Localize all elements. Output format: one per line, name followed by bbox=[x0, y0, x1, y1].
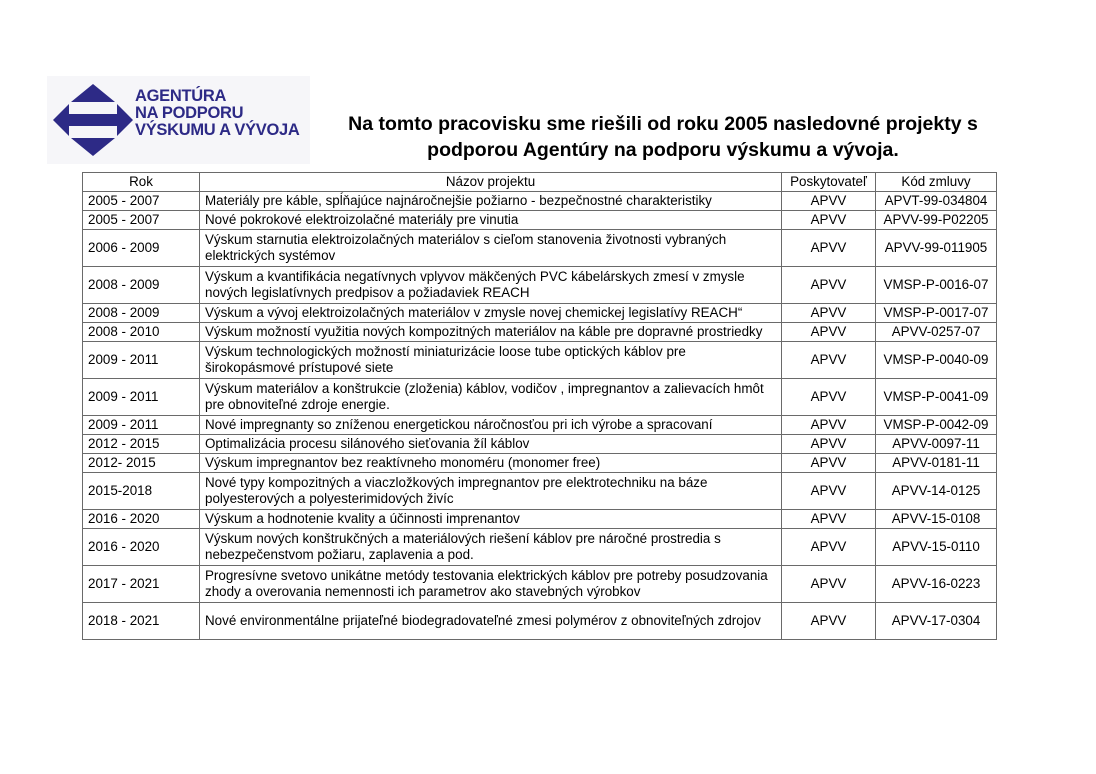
header-poskytovatel: Poskytovateľ bbox=[782, 173, 876, 192]
cell-rok: 2016 - 2020 bbox=[83, 510, 200, 529]
table-row bbox=[83, 323, 997, 342]
cell-rok: 2009 - 2011 bbox=[83, 342, 200, 379]
table-row bbox=[83, 510, 997, 529]
table-header-row bbox=[83, 173, 997, 192]
cell-kod: APVV-15-0110 bbox=[876, 529, 997, 566]
table-row bbox=[83, 529, 997, 566]
cell-nazov: Nové typy kompozitných a viaczložkových impregnantov pre elektrotechniku na báze polyesterových a polyesterimidových živíc bbox=[200, 473, 782, 510]
cell-kod: VMSP-P-0041-09 bbox=[876, 379, 997, 416]
table-row bbox=[83, 304, 997, 323]
agency-logo-emblem-icon bbox=[53, 84, 133, 156]
cell-nazov: Výskum a hodnotenie kvality a účinnosti imprenantov bbox=[200, 510, 782, 529]
cell-kod: APVV-14-0125 bbox=[876, 473, 997, 510]
logo-line-2: NA PODPORU bbox=[135, 104, 244, 122]
table-row bbox=[83, 211, 997, 230]
cell-nazov: Nové environmentálne prijateľné biodegradovateľné zmesi polymérov z obnoviteľných zdrojov bbox=[200, 603, 782, 640]
agency-logo-text bbox=[135, 88, 300, 139]
logo-line-1: AGENTÚRA bbox=[135, 87, 227, 105]
header-nazov-projektu: Názov projektu bbox=[200, 173, 782, 192]
table-row bbox=[83, 267, 997, 304]
cell-kod: APVV-0181-11 bbox=[876, 454, 997, 473]
table-row bbox=[83, 379, 997, 416]
logo-line-3: VÝSKUMU A VÝVOJA bbox=[135, 121, 300, 139]
cell-poskytovatel: APVV bbox=[782, 435, 876, 454]
cell-kod: APVV-17-0304 bbox=[876, 603, 997, 640]
cell-rok: 2017 - 2021 bbox=[83, 566, 200, 603]
cell-nazov: Materiály pre káble, spĺňajúce najnáročnejšie požiarno - bezpečnostné charakteristiky bbox=[200, 192, 782, 211]
cell-poskytovatel: APVV bbox=[782, 267, 876, 304]
cell-poskytovatel: APVV bbox=[782, 603, 876, 640]
cell-poskytovatel: APVV bbox=[782, 529, 876, 566]
cell-rok: 2012 - 2015 bbox=[83, 435, 200, 454]
cell-rok: 2008 - 2010 bbox=[83, 323, 200, 342]
cell-nazov: Výskum a vývoj elektroizolačných materiálov v zmysle novej chemickej legislatívy REACH“ bbox=[200, 304, 782, 323]
cell-nazov: Výskum starnutia elektroizolačných materiálov s cieľom stanovenia životnosti vybraných elektrických systémov bbox=[200, 230, 782, 267]
table-row bbox=[83, 416, 997, 435]
cell-kod: VMSP-P-0016-07 bbox=[876, 267, 997, 304]
cell-poskytovatel: APVV bbox=[782, 473, 876, 510]
heading-line-1: Na tomto pracovisku sme riešili od roku 2005 nasledovné projekty s bbox=[348, 113, 978, 135]
cell-rok: 2009 - 2011 bbox=[83, 416, 200, 435]
cell-poskytovatel: APVV bbox=[782, 510, 876, 529]
cell-poskytovatel: APVV bbox=[782, 211, 876, 230]
cell-nazov: Nové impregnanty so zníženou energetickou náročnosťou pri ich výrobe a spracovaní bbox=[200, 416, 782, 435]
cell-rok: 2005 - 2007 bbox=[83, 211, 200, 230]
cell-nazov: Výskum impregnantov bez reaktívneho monoméru (monomer free) bbox=[200, 454, 782, 473]
cell-kod: VMSP-P-0042-09 bbox=[876, 416, 997, 435]
cell-kod: APVV-0097-11 bbox=[876, 435, 997, 454]
cell-poskytovatel: APVV bbox=[782, 230, 876, 267]
table-row bbox=[83, 566, 997, 603]
cell-nazov: Výskum materiálov a konštrukcie (zloženia) káblov, vodičov , impregnantov a zalievacích hmôt pre obnoviteľné zdroje energie. bbox=[200, 379, 782, 416]
page-heading bbox=[318, 111, 1008, 163]
cell-nazov: Výskum nových konštrukčných a materiálových riešení káblov pre náročné prostredia s nebezpečenstvom požiaru, zaplavenia a pod. bbox=[200, 529, 782, 566]
cell-kod: APVT-99-034804 bbox=[876, 192, 997, 211]
agency-logo bbox=[47, 76, 310, 164]
cell-nazov: Progresívne svetovo unikátne metódy testovania elektrických káblov pre potreby posudzovania zhody a overovania nemennosti ich parametrov ako stavebných výrobkov bbox=[200, 566, 782, 603]
heading-line-2: podporou Agentúry na podporu výskumu a vývoja. bbox=[427, 139, 899, 161]
cell-poskytovatel: APVV bbox=[782, 379, 876, 416]
cell-poskytovatel: APVV bbox=[782, 323, 876, 342]
cell-nazov: Výskum možností využitia nových kompozitných materiálov na káble pre dopravné prostriedky bbox=[200, 323, 782, 342]
cell-rok: 2005 - 2007 bbox=[83, 192, 200, 211]
cell-rok: 2006 - 2009 bbox=[83, 230, 200, 267]
cell-poskytovatel: APVV bbox=[782, 566, 876, 603]
cell-kod: APVV-99-011905 bbox=[876, 230, 997, 267]
header-rok: Rok bbox=[83, 173, 200, 192]
table-row bbox=[83, 435, 997, 454]
table-row bbox=[83, 454, 997, 473]
projects-table bbox=[82, 172, 997, 640]
cell-rok: 2012- 2015 bbox=[83, 454, 200, 473]
cell-kod: APVV-0257-07 bbox=[876, 323, 997, 342]
cell-nazov: Výskum a kvantifikácia negatívnych vplyvov mäkčených PVC kábelárskych zmesí v zmysle nových legislatívnych predpisov a požiadaviek REACH bbox=[200, 267, 782, 304]
cell-poskytovatel: APVV bbox=[782, 342, 876, 379]
cell-poskytovatel: APVV bbox=[782, 192, 876, 211]
table-row bbox=[83, 473, 997, 510]
cell-poskytovatel: APVV bbox=[782, 454, 876, 473]
table-row bbox=[83, 192, 997, 211]
cell-kod: APVV-99-P02205 bbox=[876, 211, 997, 230]
cell-rok: 2018 - 2021 bbox=[83, 603, 200, 640]
header-kod-zmluvy: Kód zmluvy bbox=[876, 173, 997, 192]
table-row bbox=[83, 342, 997, 379]
table-row bbox=[83, 603, 997, 640]
cell-kod: VMSP-P-0040-09 bbox=[876, 342, 997, 379]
cell-nazov: Výskum technologických možností miniaturizácie loose tube optických káblov pre širokopásmové prístupové siete bbox=[200, 342, 782, 379]
cell-rok: 2008 - 2009 bbox=[83, 267, 200, 304]
cell-poskytovatel: APVV bbox=[782, 416, 876, 435]
cell-kod: APVV-15-0108 bbox=[876, 510, 997, 529]
cell-poskytovatel: APVV bbox=[782, 304, 876, 323]
cell-kod: VMSP-P-0017-07 bbox=[876, 304, 997, 323]
table-row bbox=[83, 230, 997, 267]
cell-rok: 2015-2018 bbox=[83, 473, 200, 510]
cell-rok: 2008 - 2009 bbox=[83, 304, 200, 323]
cell-rok: 2016 - 2020 bbox=[83, 529, 200, 566]
cell-rok: 2009 - 2011 bbox=[83, 379, 200, 416]
cell-kod: APVV-16-0223 bbox=[876, 566, 997, 603]
cell-nazov: Nové pokrokové elektroizolačné materiály pre vinutia bbox=[200, 211, 782, 230]
cell-nazov: Optimalizácia procesu silánového sieťovania žíl káblov bbox=[200, 435, 782, 454]
